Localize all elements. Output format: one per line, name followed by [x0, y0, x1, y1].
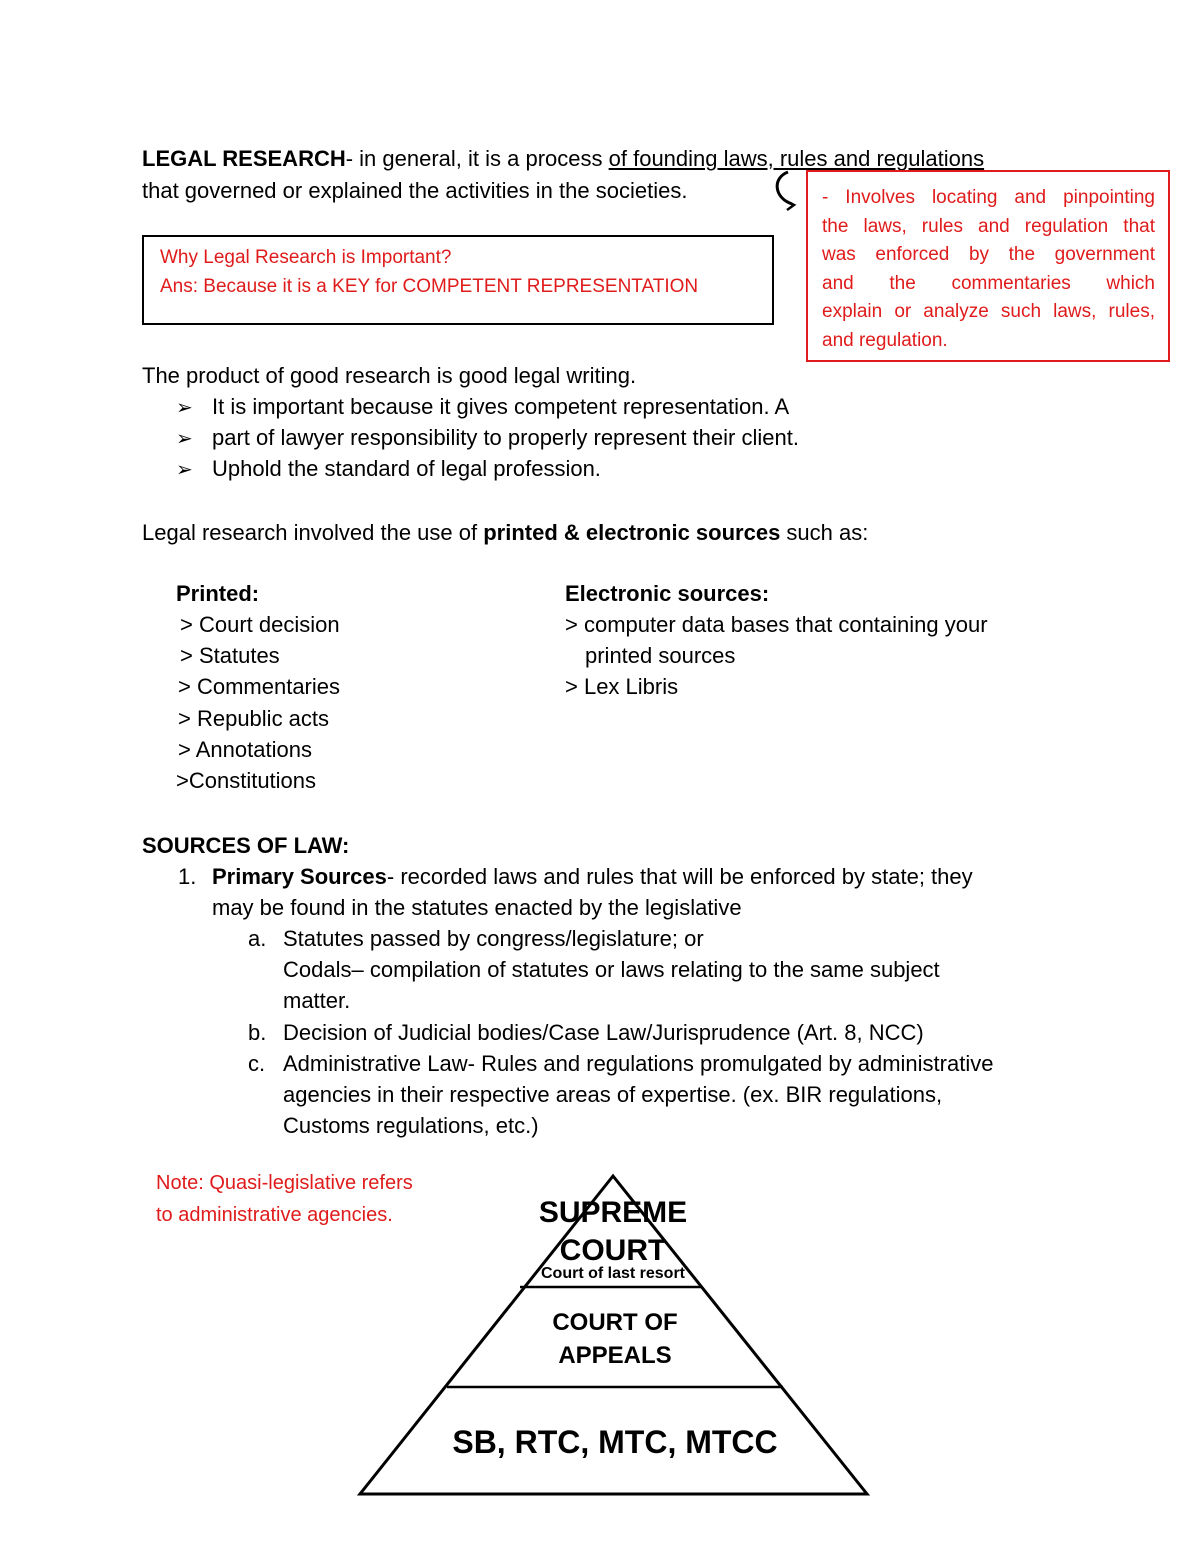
sources-intro-bold: printed & electronic sources: [483, 520, 781, 545]
subitem-text: Customs regulations, etc.): [283, 1113, 539, 1138]
electronic-item: > computer data bases that containing your: [565, 612, 988, 637]
electronic-heading: Electronic sources:: [565, 581, 770, 606]
bullet-text: Uphold the standard of legal profession.: [212, 456, 601, 481]
printed-item: > Court decision: [180, 612, 340, 637]
involves-line: - Involves locating and pinpointing: [822, 187, 1155, 208]
item-number: 1.: [178, 864, 197, 889]
intro-text: - in general, it is a process: [345, 146, 609, 171]
subitem-letter: b.: [248, 1020, 267, 1045]
involves-line: explain or analyze such laws, rules,: [822, 301, 1155, 322]
subitem-letter: a.: [248, 926, 267, 951]
bullet-item: [176, 391, 789, 424]
printed-item: > Commentaries: [178, 674, 341, 699]
arrow-bullet-icon: ➢: [176, 459, 193, 481]
primary-sources-text: - recorded laws and rules that will be enforced by state; they: [386, 864, 973, 889]
printed-item: > Statutes: [180, 643, 280, 668]
involves-line: and regulation.: [822, 329, 948, 351]
sources-intro-text: Legal research involved the use of: [142, 520, 484, 545]
bullet-text: It is important because it gives competent representation. A: [212, 394, 790, 419]
subitem-text: Statutes passed by congress/legislature; or: [283, 926, 704, 951]
printed-item: > Annotations: [178, 737, 312, 762]
involves-line: was enforced by the government: [822, 244, 1155, 265]
electronic-item: > Lex Libris: [565, 674, 679, 699]
primary-sources-term: Primary Sources: [212, 864, 387, 889]
involves-line: and the commentaries which: [822, 272, 1155, 294]
why-important-box: [142, 235, 774, 325]
sources-intro-tail: such as:: [780, 520, 869, 545]
sources-of-law-heading: SOURCES OF LAW:: [142, 833, 350, 858]
subitem-text: Decision of Judicial bodies/Case Law/Jurisprudence (Art. 8, NCC): [283, 1020, 924, 1045]
subitem-text: Codals– compilation of statutes or laws relating to the same subject: [283, 957, 940, 982]
involves-definition-box: [806, 170, 1170, 362]
involves-line: the laws, rules and regulation that: [822, 215, 1155, 237]
printed-item: >Constitutions: [176, 768, 317, 793]
why-question: Why Legal Research is Important?: [160, 247, 452, 268]
bullet-item: [176, 422, 799, 455]
primary-sources-line-2: may be found in the statutes enacted by the legislative: [212, 895, 742, 920]
arrow-bullet-icon: ➢: [176, 397, 193, 419]
subitem-text: matter.: [283, 988, 351, 1013]
bullet-item: [176, 453, 601, 486]
printed-item: > Republic acts: [178, 706, 330, 731]
electronic-item: printed sources: [585, 643, 736, 668]
intro-paragraph-line-2: that governed or explained the activities in the societies.: [142, 178, 688, 203]
court-hierarchy-pyramid: [355, 1172, 875, 1502]
intro-underlined-text: of founding laws, rules and regulations: [608, 146, 985, 171]
legal-research-term: LEGAL RESEARCH: [142, 146, 346, 171]
bullet-text: part of lawyer responsibility to properly represent their client.: [212, 425, 799, 450]
note-line: to administrative agencies.: [156, 1204, 393, 1226]
subitem-text: Administrative Law- Rules and regulations promulgated by administrative: [283, 1051, 994, 1076]
lower-courts-label: SB, RTC, MTC, MTCC: [452, 1424, 778, 1460]
printed-heading: Printed:: [176, 581, 260, 606]
sources-intro-sentence: [142, 517, 868, 548]
product-sentence: The product of good research is good legal writing.: [142, 363, 637, 388]
subitem-letter: c.: [248, 1051, 266, 1076]
court-of-last-resort-label: Court of last resort: [540, 1265, 685, 1282]
note-line: Note: Quasi-legislative refers: [156, 1172, 413, 1194]
curved-arrow-icon: [770, 168, 800, 212]
arrow-bullet-icon: ➢: [176, 428, 193, 450]
why-answer: Ans: Because it is a KEY for COMPETENT REPRESENTATION: [160, 276, 699, 297]
subitem-text: agencies in their respective areas of expertise. (ex. BIR regulations,: [283, 1082, 943, 1107]
supreme-court-label: SUPREME COURT: [538, 1196, 688, 1267]
court-of-appeals-label: COURT OF APPEALS: [552, 1309, 678, 1369]
primary-sources-line: [212, 861, 973, 892]
